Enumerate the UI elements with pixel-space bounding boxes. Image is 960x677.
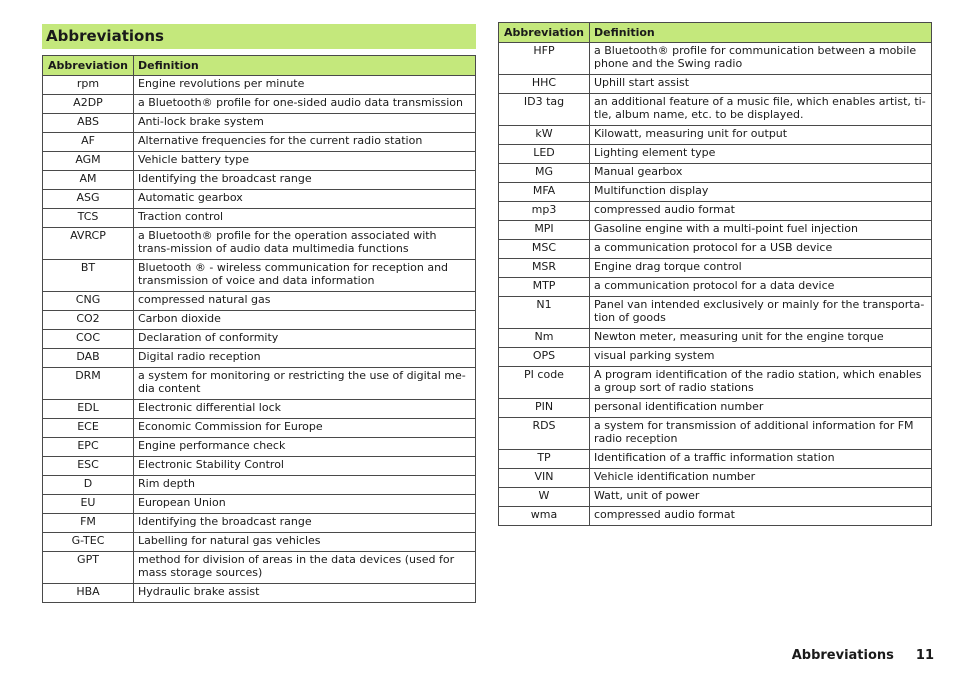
table-row [43, 133, 476, 152]
abbreviation-cell: AVRCP [43, 228, 134, 260]
table-row [43, 476, 476, 495]
table-row [499, 297, 932, 329]
abbreviation-cell: LED [499, 145, 590, 164]
table-row [43, 114, 476, 133]
footer-title: Abbreviations [791, 648, 894, 663]
abbreviation-cell: Nm [499, 329, 590, 348]
definition-cell: compressed natural gas [134, 292, 476, 311]
definition-cell: European Union [134, 495, 476, 514]
abbreviation-cell: kW [499, 126, 590, 145]
definition-cell: Rim depth [134, 476, 476, 495]
definition-cell: Automatic gearbox [134, 190, 476, 209]
abbreviation-cell: N1 [499, 297, 590, 329]
abbreviation-column-header: Abbreviation [499, 23, 590, 43]
definition-cell: Identifying the broadcast range [134, 171, 476, 190]
table-row [43, 438, 476, 457]
table-row [499, 367, 932, 399]
abbreviation-cell: FM [43, 514, 134, 533]
table-row [499, 240, 932, 259]
table-row [43, 457, 476, 476]
definition-cell: Engine drag torque control [590, 259, 932, 278]
definition-cell: a communication protocol for a data device [590, 278, 932, 297]
table-row [43, 495, 476, 514]
table-row [499, 488, 932, 507]
table-row [43, 228, 476, 260]
table-row [43, 209, 476, 228]
abbreviation-cell: GPT [43, 552, 134, 584]
table-row [499, 329, 932, 348]
abbreviation-cell: OPS [499, 348, 590, 367]
definition-cell: Digital radio reception [134, 349, 476, 368]
abbreviation-cell: PI code [499, 367, 590, 399]
definition-cell: Vehicle battery type [134, 152, 476, 171]
table-row [43, 349, 476, 368]
table-row [499, 348, 932, 367]
definition-cell: Watt, unit of power [590, 488, 932, 507]
abbreviation-cell: VIN [499, 469, 590, 488]
table-row [43, 190, 476, 209]
abbreviation-cell: CNG [43, 292, 134, 311]
table-row [499, 259, 932, 278]
table-row [499, 164, 932, 183]
definition-cell: Identification of a traffic information station [590, 450, 932, 469]
table-row [43, 95, 476, 114]
definition-cell: Newton meter, measuring unit for the engine torque [590, 329, 932, 348]
definition-cell: a Bluetooth® profile for communication between a mobile phone and the Swing radio [590, 43, 932, 75]
table-row [43, 368, 476, 400]
table-row [499, 43, 932, 75]
table-row [499, 126, 932, 145]
table-header-row [43, 56, 476, 76]
abbreviation-cell: MPI [499, 221, 590, 240]
abbreviations-table-left [42, 55, 476, 603]
abbreviation-cell: HBA [43, 584, 134, 603]
definition-cell: visual parking system [590, 348, 932, 367]
table-row [499, 221, 932, 240]
definition-cell: Kilowatt, measuring unit for output [590, 126, 932, 145]
table-row [43, 152, 476, 171]
table-row [43, 552, 476, 584]
table-row [499, 75, 932, 94]
abbreviation-column-header: Abbreviation [43, 56, 134, 76]
definition-cell: Bluetooth ® - wireless communication for reception and transmission of voice and data information [134, 260, 476, 292]
table-row [499, 507, 932, 526]
abbreviation-cell: BT [43, 260, 134, 292]
abbreviation-cell: DRM [43, 368, 134, 400]
abbreviation-cell: W [499, 488, 590, 507]
page-footer [792, 648, 934, 663]
abbreviation-cell: rpm [43, 76, 134, 95]
definition-cell: Labelling for natural gas vehicles [134, 533, 476, 552]
left-column [42, 24, 476, 603]
page-number: 11 [915, 648, 934, 663]
abbreviation-cell: COC [43, 330, 134, 349]
table-row [43, 330, 476, 349]
abbreviation-cell: EDL [43, 400, 134, 419]
table-row [499, 94, 932, 126]
definition-cell: a Bluetooth® profile for the operation associated with trans-mission of audio data multimedia functions [134, 228, 476, 260]
table-row [499, 278, 932, 297]
right-column [498, 22, 932, 526]
definition-cell: Multifunction display [590, 183, 932, 202]
abbreviation-cell: AF [43, 133, 134, 152]
abbreviation-cell: MSC [499, 240, 590, 259]
definition-cell: Uphill start assist [590, 75, 932, 94]
definition-cell: Lighting element type [590, 145, 932, 164]
definition-cell: Engine revolutions per minute [134, 76, 476, 95]
abbreviation-cell: D [43, 476, 134, 495]
definition-column-header: Definition [590, 23, 932, 43]
table-row [43, 584, 476, 603]
definition-cell: Gasoline engine with a multi-point fuel injection [590, 221, 932, 240]
table-row [499, 469, 932, 488]
table-header-row [499, 23, 932, 43]
abbreviation-cell: MFA [499, 183, 590, 202]
table-row [499, 145, 932, 164]
abbreviation-cell: MG [499, 164, 590, 183]
abbreviation-cell: ESC [43, 457, 134, 476]
table-row [43, 533, 476, 552]
definition-cell: Engine performance check [134, 438, 476, 457]
definition-cell: Carbon dioxide [134, 311, 476, 330]
table-row [43, 171, 476, 190]
definition-cell: a communication protocol for a USB device [590, 240, 932, 259]
definition-cell: personal identification number [590, 399, 932, 418]
abbreviation-cell: MTP [499, 278, 590, 297]
definition-cell: an additional feature of a music file, which enables artist, ti-tle, album name, etc. to be displayed. [590, 94, 932, 126]
table-row [43, 260, 476, 292]
table-row [499, 450, 932, 469]
definition-cell: Panel van intended exclusively or mainly for the transporta-tion of goods [590, 297, 932, 329]
definition-cell: A program identification of the radio station, which enables a group sort of radio stations [590, 367, 932, 399]
abbreviation-cell: ASG [43, 190, 134, 209]
abbreviation-cell: AGM [43, 152, 134, 171]
abbreviation-cell: HFP [499, 43, 590, 75]
abbreviation-cell: CO2 [43, 311, 134, 330]
definition-cell: Electronic differential lock [134, 400, 476, 419]
table-row [499, 202, 932, 221]
table-row [43, 514, 476, 533]
abbreviation-cell: ID3 tag [499, 94, 590, 126]
table-row [499, 399, 932, 418]
abbreviation-cell: ECE [43, 419, 134, 438]
definition-cell: compressed audio format [590, 202, 932, 221]
table-row [499, 183, 932, 202]
section-header [42, 24, 476, 49]
definition-cell: Economic Commission for Europe [134, 419, 476, 438]
abbreviation-cell: HHC [499, 75, 590, 94]
abbreviation-cell: DAB [43, 349, 134, 368]
definition-cell: Declaration of conformity [134, 330, 476, 349]
definition-cell: Manual gearbox [590, 164, 932, 183]
definition-cell: method for division of areas in the data devices (used for mass storage sources) [134, 552, 476, 584]
definition-cell: Hydraulic brake assist [134, 584, 476, 603]
abbreviation-cell: AM [43, 171, 134, 190]
abbreviation-cell: RDS [499, 418, 590, 450]
abbreviation-cell: A2DP [43, 95, 134, 114]
definition-cell: compressed audio format [590, 507, 932, 526]
abbreviation-cell: mp3 [499, 202, 590, 221]
abbreviation-cell: ABS [43, 114, 134, 133]
table-row [43, 311, 476, 330]
section-title: Abbreviations [46, 27, 164, 45]
abbreviation-cell: TCS [43, 209, 134, 228]
abbreviations-table-right [498, 22, 932, 526]
abbreviation-cell: G-TEC [43, 533, 134, 552]
definition-cell: Identifying the broadcast range [134, 514, 476, 533]
definition-cell: a system for monitoring or restricting the use of digital me-dia content [134, 368, 476, 400]
abbreviation-cell: TP [499, 450, 590, 469]
definition-cell: Electronic Stability Control [134, 457, 476, 476]
abbreviation-cell: EPC [43, 438, 134, 457]
definition-cell: Traction control [134, 209, 476, 228]
abbreviation-cell: MSR [499, 259, 590, 278]
table-row [499, 418, 932, 450]
abbreviation-cell: PIN [499, 399, 590, 418]
table-row [43, 400, 476, 419]
definition-column-header: Definition [134, 56, 476, 76]
abbreviation-cell: wma [499, 507, 590, 526]
table-row [43, 292, 476, 311]
definition-cell: a system for transmission of additional information for FM radio reception [590, 418, 932, 450]
table-row [43, 76, 476, 95]
table-row [43, 419, 476, 438]
definition-cell: Vehicle identification number [590, 469, 932, 488]
definition-cell: Alternative frequencies for the current radio station [134, 133, 476, 152]
definition-cell: a Bluetooth® profile for one-sided audio data transmission [134, 95, 476, 114]
definition-cell: Anti-lock brake system [134, 114, 476, 133]
abbreviation-cell: EU [43, 495, 134, 514]
